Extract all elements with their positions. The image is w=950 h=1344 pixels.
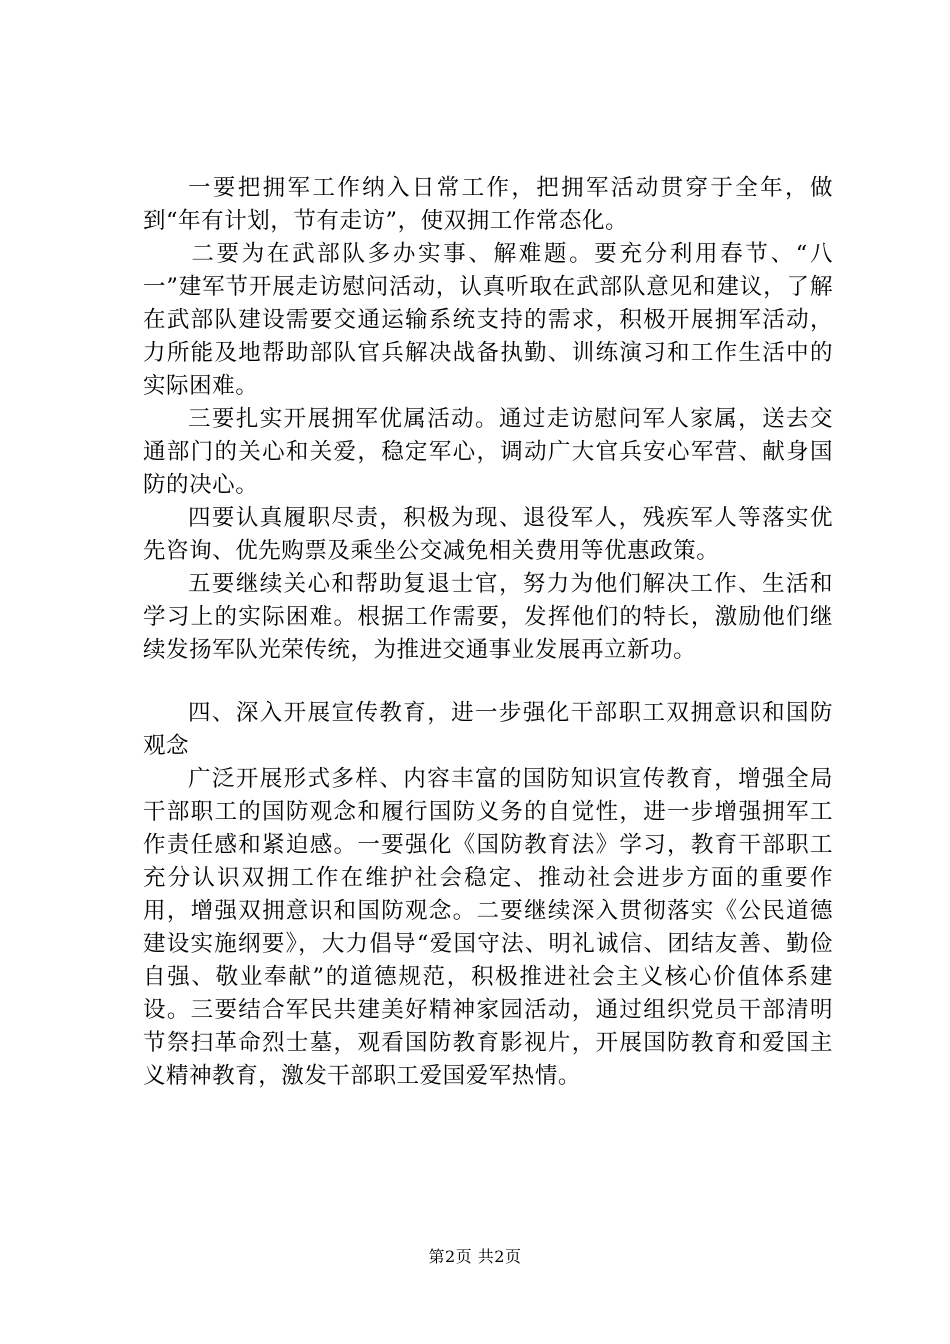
paragraph-item-3: 三要扎实开展拥军优属活动。通过走访慰问军人家属，送去交通部门的关心和关爱，稳定军心，调动广大官兵安心军营、献身国防的决心。 bbox=[143, 406, 833, 498]
paragraph-item-1: 一要把拥军工作纳入日常工作，把拥军活动贯穿于全年，做到“年有计划，节有走访”，使双拥工作常态化。 bbox=[143, 175, 833, 234]
paragraph-item-5: 五要继续关心和帮助复退士官，努力为他们解决工作、生活和学习上的实际困难。根据工作需要，发挥他们的特长，激励他们继续发扬军队光荣传统，为推进交通事业发展再立新功。 bbox=[143, 571, 833, 663]
section-heading: 四、深入开展宣传教育，进一步强化干部职工双拥意识和国防观念 bbox=[143, 700, 833, 759]
document-body bbox=[143, 172, 833, 1093]
paragraph-item-6: 广泛开展形式多样、内容丰富的国防知识宣传教育，增强全局干部职工的国防观念和履行国防义务的自觉性，进一步增强拥军工作责任感和紧迫感。一要强化《国防教育法》学习，教育干部职工充分认识双拥工作在维护社会稳定、推动社会进步方面的重要作用，增强双拥意识和国防观念。二要继续深入贯彻落实《公民道德建设实施纲要》，大力倡导“爱国守法、明礼诚信、团结友善、勤俭自强、敬业奉献”的道德规范，积极推进社会主义核心价值体系建设。三要结合军民共建美好精神家园活动，通过组织党员干部清明节祭扫革命烈士墓，观看国防教育影视片，开展国防教育和爱国主义精神教育，激发干部职工爱国爱军热情。 bbox=[143, 766, 833, 1089]
paragraph-item-2: 二要为在武部队多办实事、解难题。要充分利用春节、“八一”建军节开展走访慰问活动，认真听取在武部队意见和建议，了解在武部队建设需要交通运输系统支持的需求，积极开展拥军活动，力所能及地帮助部队官兵解决战备执勤、训练演习和工作生活中的实际困难。 bbox=[143, 241, 833, 399]
page-number-footer: 第2页 共2页 bbox=[428, 1247, 522, 1266]
paragraph-item-4: 四要认真履职尽责，积极为现、退役军人，残疾军人等落实优先咨询、优先购票及乘坐公交减免相关费用等优惠政策。 bbox=[143, 505, 833, 564]
